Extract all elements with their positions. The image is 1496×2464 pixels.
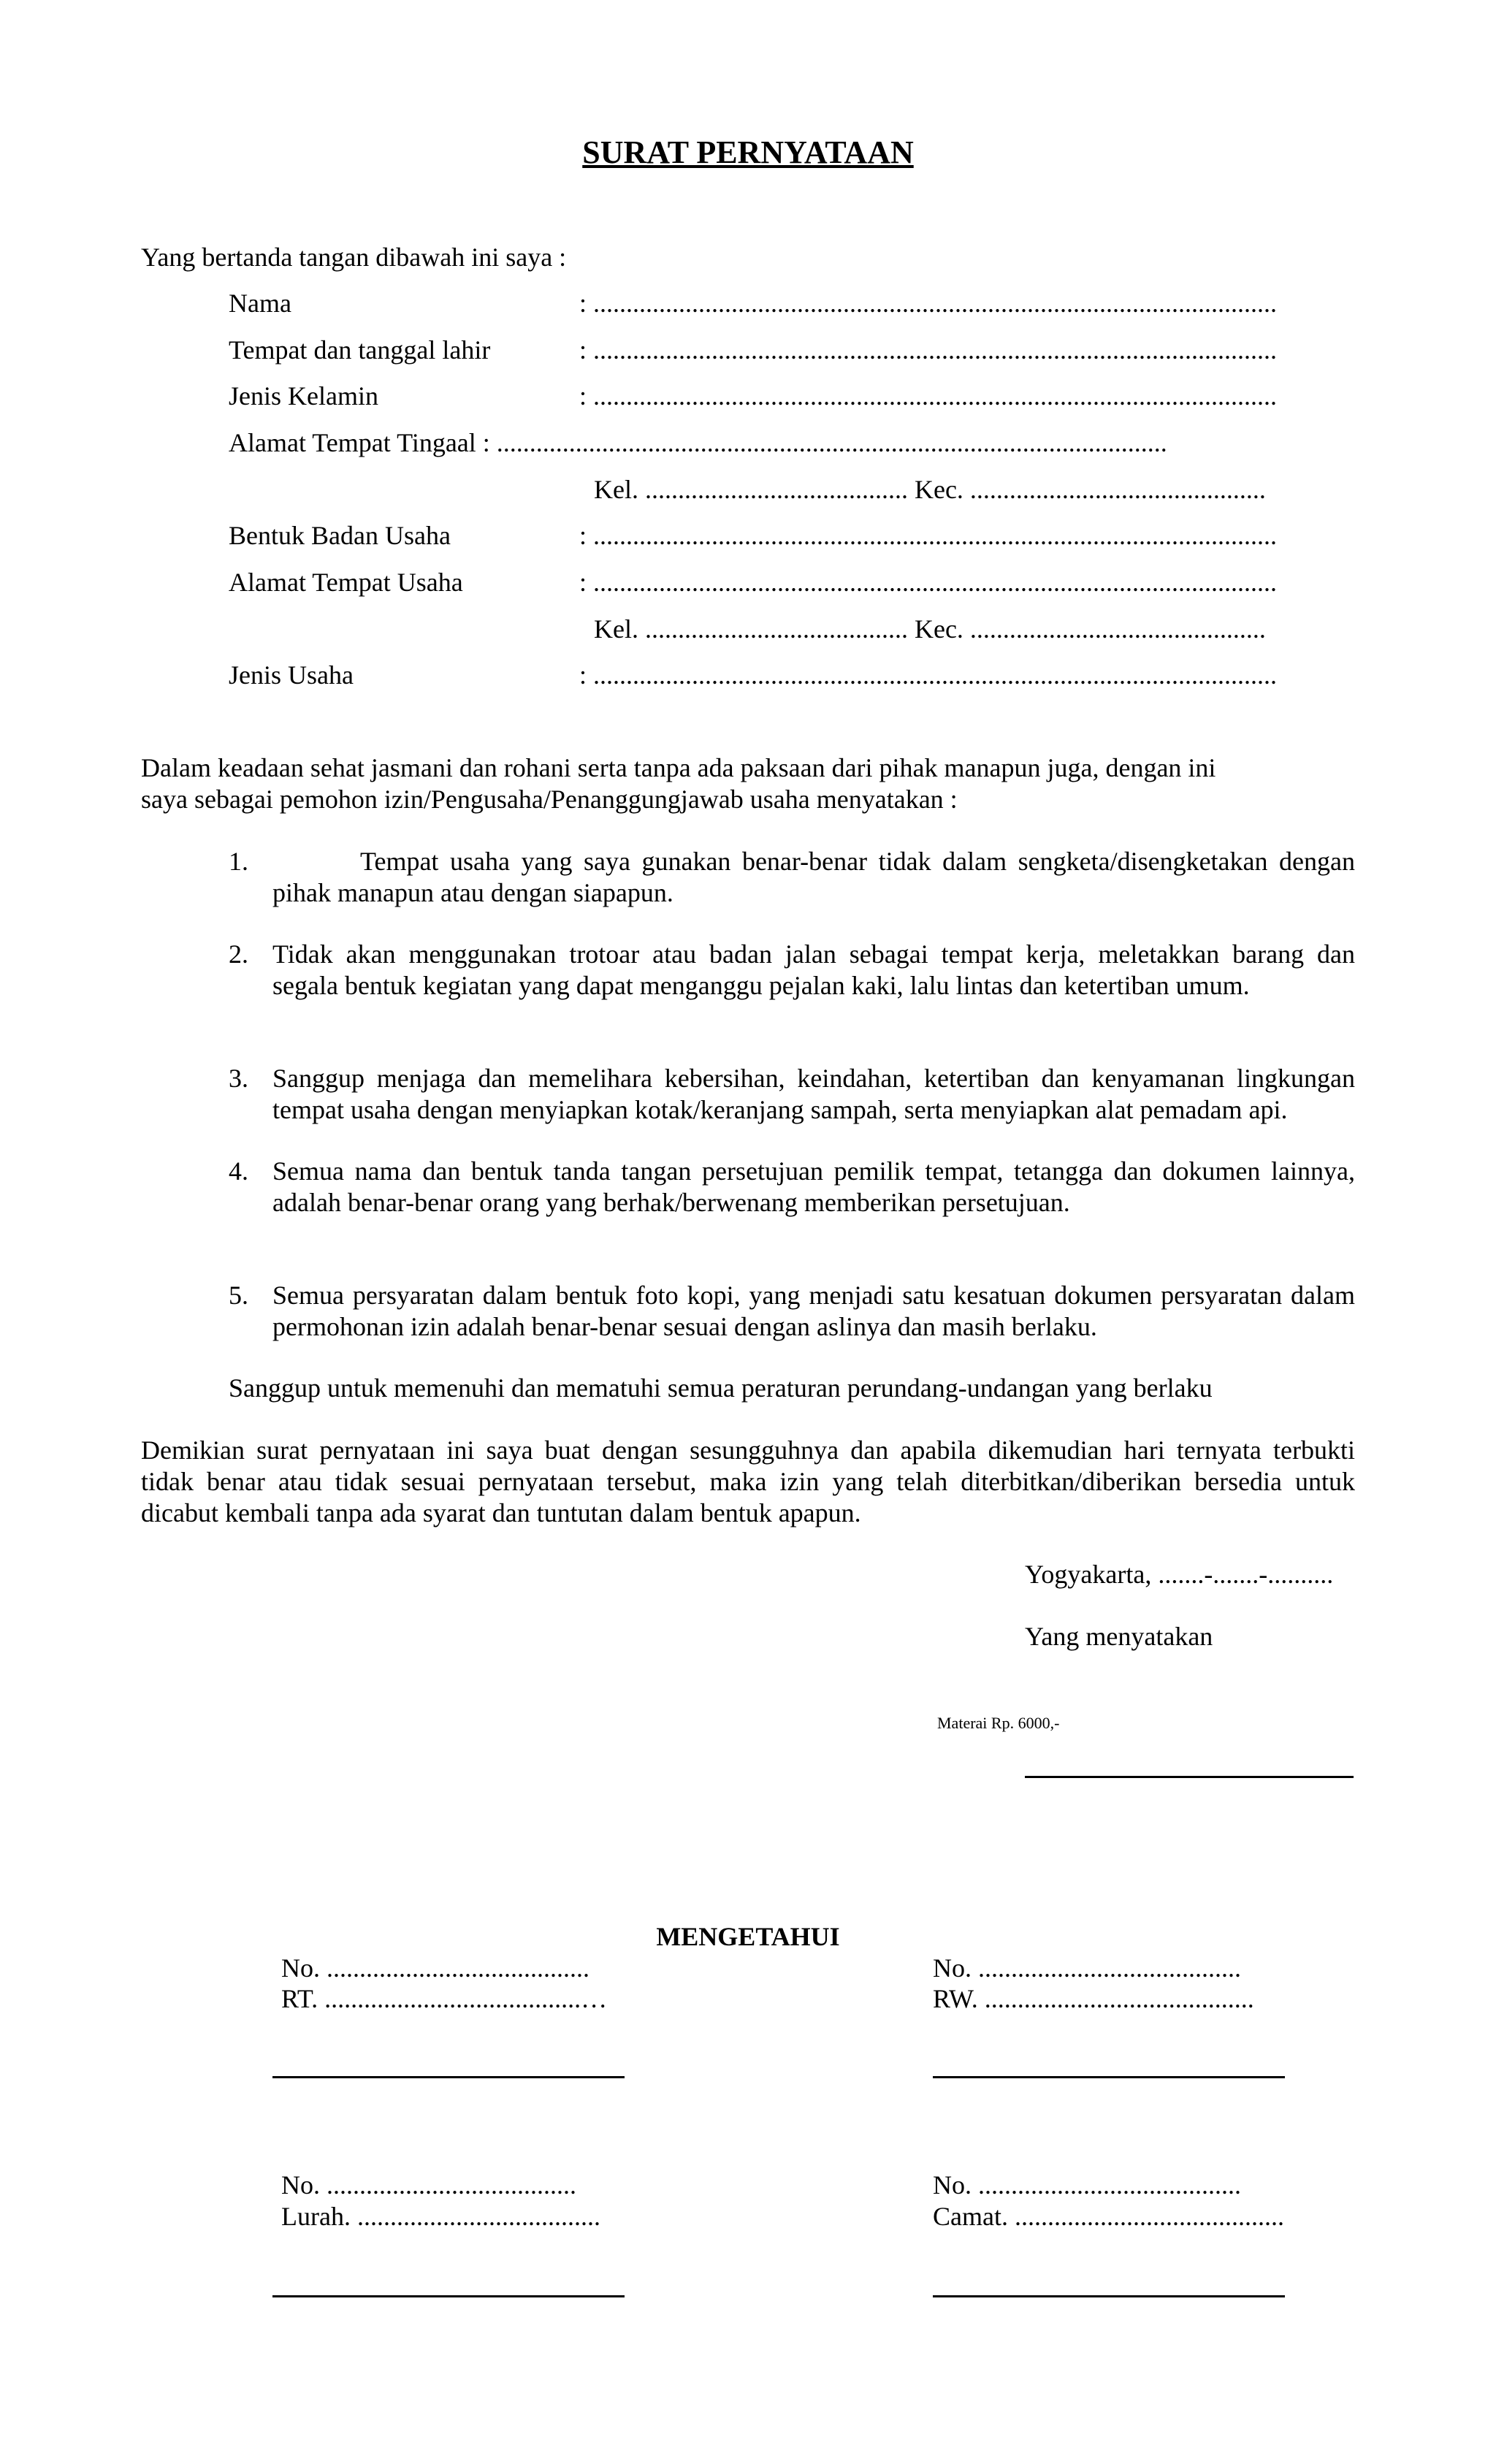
statement-intro-line-2: saya sebagai pemohon izin/Pengusaha/Penanggungjawab usaha menyatakan : [141, 785, 958, 814]
item-number: 1. [229, 847, 248, 876]
lurah-number: No. ...................................... [281, 2170, 576, 2200]
item-line: Semua nama dan bentuk tanda tangan persetujuan pemilik tempat, tetangga dan dokumen lainnya, [272, 1156, 1355, 1186]
signature-line [1025, 1776, 1354, 1778]
item-number: 5. [229, 1281, 248, 1310]
rw-signature-line [933, 2076, 1285, 2078]
signer-label: Yang menyatakan [1025, 1622, 1213, 1651]
item-line: Tidak akan menggunakan trotoar atau badan jalan sebagai tempat kerja, meletakkan barang dan [272, 939, 1355, 969]
camat-label: Camat. ......................................... [933, 2202, 1284, 2231]
intro-text: Yang bertanda tangan dibawah ini saya : [141, 243, 567, 272]
sanggup-text: Sanggup untuk memenuhi dan mematuhi semua peraturan perundang-undangan yang berlaku [229, 1373, 1213, 1403]
closing-line-1: Demikian surat pernyataan ini saya buat dengan sesungguhnya dan apabila dikemudian hari ternyata terbukti [141, 1435, 1355, 1465]
mengetahui-heading: MENGETAHUI [656, 1922, 840, 1951]
camat-number: No. ........................................ [933, 2170, 1241, 2200]
field-value-nama: : ........................................................................................................ [579, 289, 1278, 318]
field-value-jenis-kelamin: : ........................................................................................................ [579, 381, 1278, 411]
item-line: Sanggup menjaga dan memelihara kebersihan, keindahan, ketertiban dan kenyamanan lingkungan [272, 1064, 1355, 1093]
statement-intro-line-1: Dalam keadaan sehat jasmani dan rohani serta tanpa ada paksaan dari pihak manapun juga, dengan ini [141, 753, 1216, 782]
field-alamat-tinggal: Alamat Tempat Tingaal : ...................................................................................................... [229, 428, 1167, 457]
item-number: 3. [229, 1064, 248, 1093]
field-label-alamat-usaha: Alamat Tempat Usaha [229, 568, 463, 597]
field-value-alamat-usaha: : ........................................................................................................ [579, 568, 1278, 597]
closing-line-2: tidak benar atau tidak sesuai pernyataan tersebut, maka izin yang telah diterbitkan/diberikan bersedia untuk [141, 1467, 1355, 1496]
field-label-ttl: Tempat dan tanggal lahir [229, 335, 491, 365]
rt-number: No. ........................................ [281, 1953, 589, 1983]
rt-signature-line [272, 2076, 625, 2078]
item-line: permohonan izin adalah benar-benar sesuai dengan aslinya dan masih berlaku. [272, 1312, 1097, 1341]
item-line: tempat usaha dengan menyiapkan kotak/keranjang sampah, serta menyiapkan alat pemadam api. [272, 1095, 1288, 1124]
field-label-nama: Nama [229, 289, 291, 318]
rw-label: RW. ......................................... [933, 1984, 1254, 2013]
field-kel-kec-usaha: Kel. ........................................ Kec. ............................................. [594, 614, 1266, 644]
field-value-ttl: : ........................................................................................................ [579, 335, 1278, 365]
item-line: Semua persyaratan dalam bentuk foto kopi, yang menjadi satu kesatuan dokumen persyaratan dalam [272, 1281, 1355, 1310]
field-label-jenis-kelamin: Jenis Kelamin [229, 381, 378, 411]
field-value-bentuk-usaha: : ........................................................................................................ [579, 521, 1278, 550]
materai-label: Materai Rp. 6000,- [937, 1714, 1060, 1732]
item-line: pihak manapun atau dengan siapapun. [272, 878, 673, 907]
item-line: Tempat usaha yang saya gunakan benar-benar tidak dalam sengketa/disengketakan dengan [360, 847, 1355, 876]
document-title: SURAT PERNYATAAN [582, 134, 914, 170]
field-value-jenis-usaha: : ........................................................................................................ [579, 660, 1278, 690]
rt-label: RT. .......................................… [281, 1984, 608, 2013]
rw-number: No. ........................................ [933, 1953, 1241, 1983]
item-line: segala bentuk kegiatan yang dapat menganggu pejalan kaki, lalu lintas dan ketertiban umum. [272, 971, 1250, 1000]
field-kel-kec-tinggal: Kel. ........................................ Kec. ............................................. [594, 475, 1266, 504]
camat-signature-line [933, 2295, 1285, 2297]
field-label-bentuk-usaha: Bentuk Badan Usaha [229, 521, 451, 550]
item-number: 4. [229, 1156, 248, 1186]
item-number: 2. [229, 939, 248, 969]
lurah-signature-line [272, 2295, 625, 2297]
lurah-label: Lurah. ..................................... [281, 2202, 600, 2231]
place-date: Yogyakarta, .......-.......-.......... [1025, 1560, 1334, 1589]
closing-line-3: dicabut kembali tanpa ada syarat dan tuntutan dalam bentuk apapun. [141, 1498, 861, 1527]
field-label-jenis-usaha: Jenis Usaha [229, 660, 354, 690]
item-line: adalah benar-benar orang yang berhak/berwenang memberikan persetujuan. [272, 1188, 1070, 1217]
